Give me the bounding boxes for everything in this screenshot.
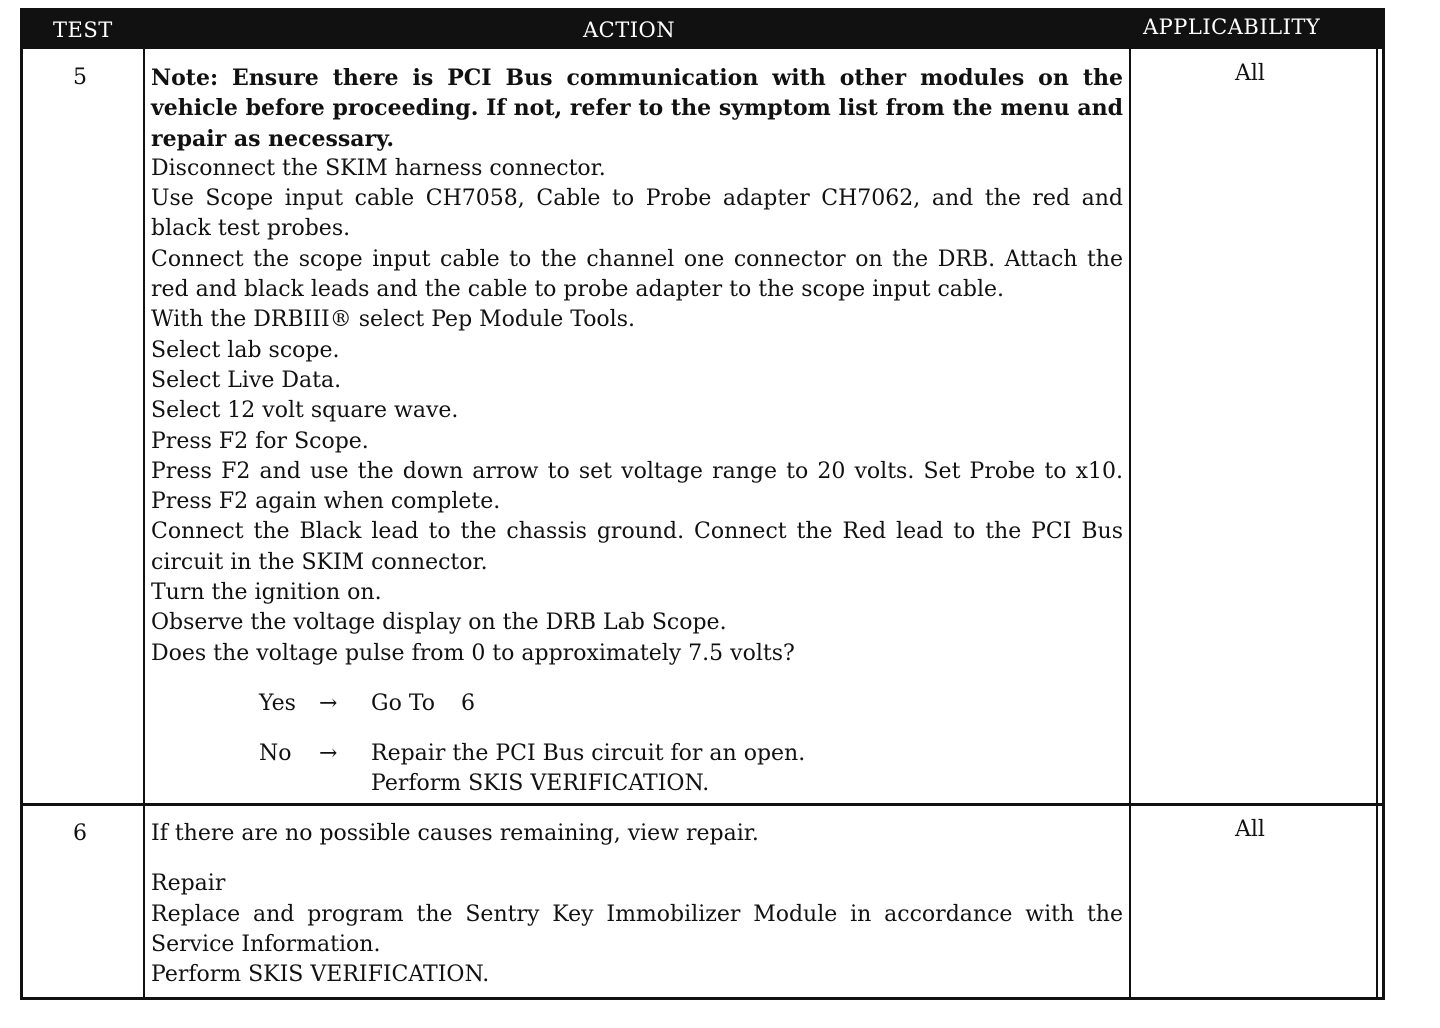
step-text: Connect the scope input cable to the channel one connector on the DRB. Attach the red and black leads and the cable to probe adapter to the scope input cable.: [151, 246, 1123, 303]
no-branch: [151, 739, 1123, 769]
goto-text: Go To: [371, 690, 436, 716]
applicability-value: All: [1235, 817, 1265, 842]
action-cell: [151, 63, 1123, 799]
yes-branch: [151, 689, 1123, 719]
action-cell: [151, 819, 1123, 990]
step-text: Select 12 volt square wave.: [151, 398, 459, 424]
header-action: ACTION: [583, 18, 676, 42]
repair-text: Repair the PCI Bus circuit for an open.: [371, 740, 806, 766]
arrow-icon: →: [319, 690, 338, 716]
verification-text: Perform SKIS VERIFICATION.: [151, 962, 490, 988]
step-text: Press F2 for Scope.: [151, 428, 369, 454]
step-text: Press F2 and use the down arrow to set voltage range to 20 volts. Set Probe to x10. Press F2 again when complete.: [151, 458, 1123, 515]
no-label: No: [259, 740, 292, 766]
step-text: Select lab scope.: [151, 337, 340, 363]
repair-text: Replace and program the Sentry Key Immobilizer Module in accordance with the Service Information.: [151, 901, 1123, 957]
no-branch-cont: [151, 769, 1123, 799]
header-applicability: APPLICABILITY: [1143, 15, 1321, 39]
step-text: Observe the voltage display on the DRB Lab Scope.: [151, 610, 727, 636]
yes-label: Yes: [259, 690, 296, 716]
repair-label: Repair: [151, 871, 226, 897]
goto-number: 6: [461, 690, 475, 716]
test-number: 5: [73, 65, 87, 90]
header-test: TEST: [53, 18, 113, 42]
step-text: If there are no possible causes remaining, view repair.: [151, 821, 759, 846]
note-text: Note: Ensure there is PCI Bus communication with other modules on the vehicle before proceeding. If not, refer to the symptom list from the menu and repair as necessary.: [151, 65, 1123, 152]
table-header: [23, 11, 1382, 49]
right-rule: [1376, 49, 1378, 997]
step-text: Select Live Data.: [151, 367, 342, 393]
arrow-icon: →: [319, 740, 338, 766]
applicability-value: All: [1235, 61, 1265, 86]
question-text: Does the voltage pulse from 0 to approximately 7.5 volts?: [151, 640, 795, 666]
step-text: Connect the Black lead to the chassis ground. Connect the Red lead to the PCI Bus circuit in the SKIM connector.: [151, 519, 1123, 575]
row-divider: [23, 803, 1382, 806]
step-text: With the DRBIII® select Pep Module Tools.: [151, 307, 635, 333]
step-text: Disconnect the SKIM harness connector.: [151, 155, 606, 181]
column-divider: [1129, 49, 1131, 997]
diagnostic-test-table: [20, 8, 1385, 1000]
verification-text: Perform SKIS VERIFICATION.: [371, 770, 710, 796]
step-text: Use Scope input cable CH7058, Cable to Probe adapter CH7062, and the red and black test probes.: [151, 186, 1123, 242]
column-divider: [143, 49, 145, 997]
test-number: 6: [73, 821, 87, 846]
step-text: Turn the ignition on.: [151, 580, 382, 606]
